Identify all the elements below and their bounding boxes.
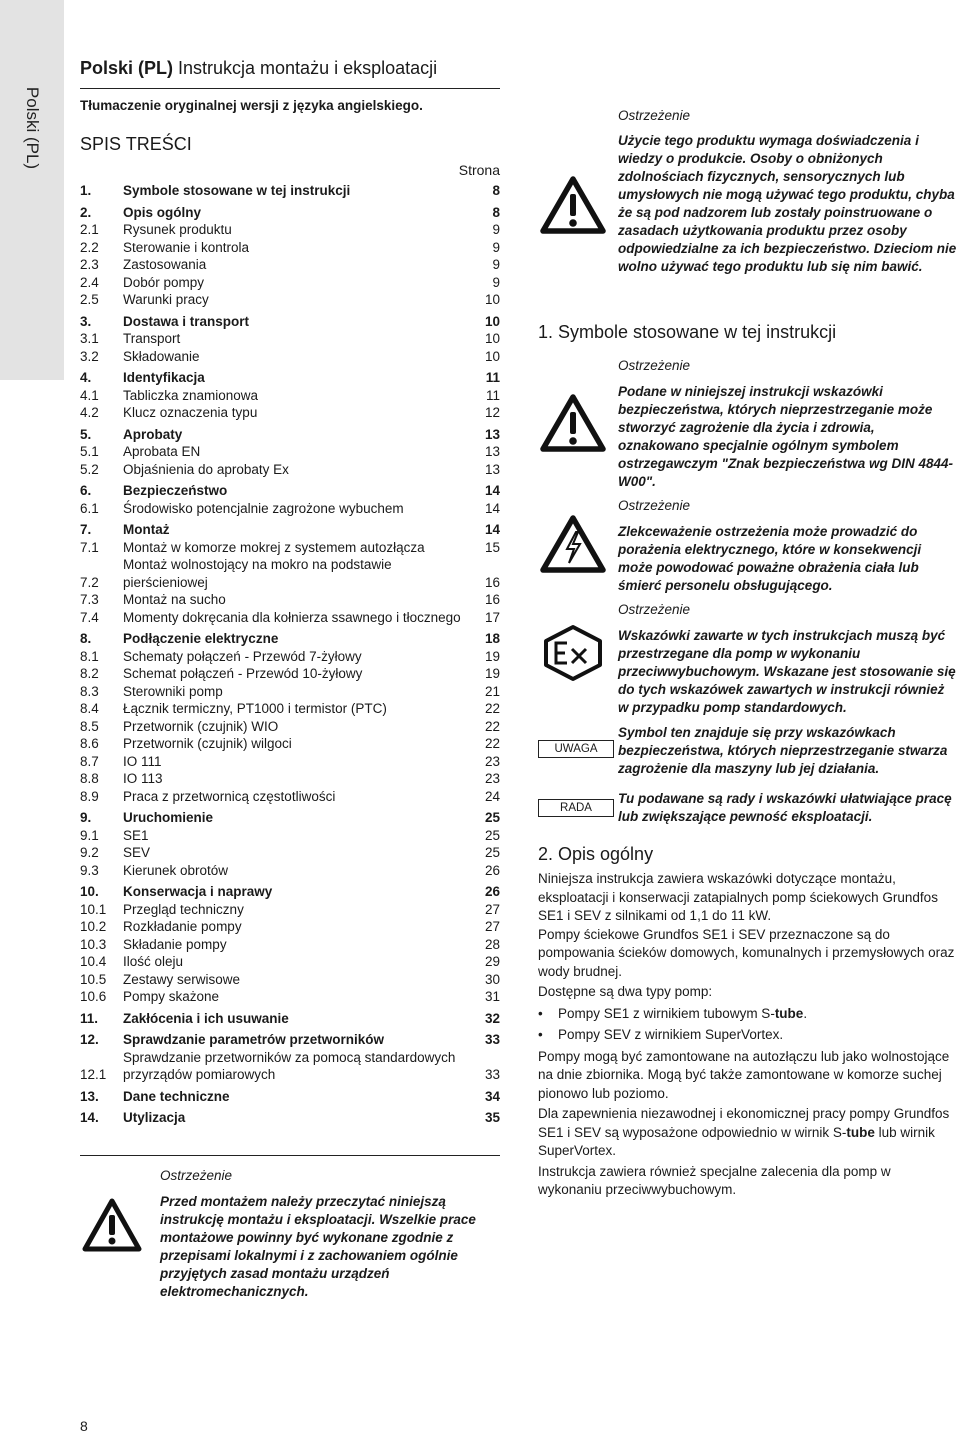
toc-entry-number: 2.3 [80, 257, 99, 272]
toc-entry [80, 901, 500, 919]
language-side-tab [0, 0, 64, 380]
toc-entry-number: 2. [80, 204, 92, 220]
toc-entry-page: 13 [484, 426, 500, 442]
rada-text: Tu podawane są rady i wskazówki ułatwiające pracę lub zwiększające pewność eksploatacji. [618, 791, 952, 824]
toc-entry-title: Utylizacja [123, 1110, 186, 1125]
toc-entry [80, 426, 500, 444]
toc-entry-title: Praca z przetwornicą częstotliwości [123, 788, 336, 804]
toc-entry [80, 556, 500, 591]
toc-entry [80, 182, 500, 200]
toc-entry-number: 3.1 [80, 331, 99, 346]
toc-entry [80, 591, 500, 609]
toc-entry-page: 25 [484, 810, 500, 825]
paragraph-text: lub wirnik SuperVortex. [538, 1124, 935, 1158]
toc-entry-page: 33 [484, 1067, 500, 1082]
toc-entry-page: 21 [484, 683, 500, 699]
paragraph [538, 1105, 958, 1161]
toc-entry-title: Bezpieczeństwo [123, 483, 228, 498]
toc-entry [80, 971, 500, 989]
toc-entry-title: Identyfikacja [123, 370, 205, 385]
toc-entry-page: 14 [484, 500, 500, 516]
toc-entry-title: Rysunek produktu [123, 222, 232, 237]
toc-entry-page: 12 [484, 405, 500, 420]
toc-entry-page: 10 [484, 348, 500, 364]
toc-entry [80, 609, 500, 627]
toc-entry-page: 25 [484, 827, 500, 843]
toc-entry-number: 1. [80, 183, 92, 198]
toc-entry-number: 7.3 [80, 592, 99, 607]
toc-entry-number: 7.4 [80, 609, 99, 625]
toc-entry-number: 5.2 [80, 461, 99, 477]
toc-entry-number: 8.2 [80, 666, 99, 681]
toc-entry-title: IO 113 [123, 771, 163, 786]
toc-entry-number: 10.2 [80, 919, 107, 934]
warning-text: Podane w niniejszej instrukcji wskazówki bezpieczeństwa, których nieprzestrzeganie może stworzyć zagrożenie dla życia i zdrowia, oznakowano specjalnie ogólnym symbolem ostrzegawczym "Znak bezpieczeństwa wg DIN 4844-W00". [618, 384, 954, 489]
toc-entry-number: 4.2 [80, 405, 99, 420]
toc-entry-page: 9 [492, 239, 500, 255]
toc-entry-title: Zestawy serwisowe [123, 971, 241, 987]
section-heading-symbols: 1. Symbole stosowane w tej instrukcji [538, 322, 837, 342]
paragraph-text: Dla zapewnienia niezawodnej i ekonomicznej pracy pompy Grundfos SE1 i SEV są wyposażone odpowiednio w wirnik S- [538, 1106, 950, 1140]
toc-entry-number: 12.1 [80, 1067, 107, 1082]
toc-entry-title: Montaż wolnostojący na mokro na podstawie pierścieniowej [123, 557, 392, 590]
warning-label: Ostrzeżenie [618, 358, 691, 373]
toc-entry-page: 10 [484, 331, 500, 346]
toc-entry-number: 8.1 [80, 648, 99, 664]
toc-entry-number: 14. [80, 1110, 99, 1125]
toc-entry-title: SEV [123, 845, 151, 860]
ex-explosion-proof-icon [540, 624, 606, 682]
toc-entry-page: 33 [484, 1032, 500, 1047]
toc-entry-title: Sterowanie i kontrola [123, 239, 250, 255]
toc-entry-title: Schematy połączeń - Przewód 7-żyłowy [123, 648, 362, 664]
toc-entry [80, 918, 500, 936]
toc-entry-title: Tabliczka znamionowa [123, 387, 259, 403]
toc-entry [80, 809, 500, 827]
paragraph: Dostępne są dwa typy pomp: [538, 984, 713, 999]
toc-entry-number: 10.3 [80, 936, 107, 952]
warning-ex [618, 602, 958, 717]
warning-text: Przed montażem należy przeczytać niniejszą instrukcję montażu i eksploatacji. Wszelkie prace montażowe powinny być wykonane zgodnie z przepisami lokalnymi i z zachowaniem ogólnie przyjętych zasad montażu urządzeń elektromechanicznych. [160, 1194, 476, 1299]
toc-entry [80, 1010, 500, 1028]
toc-entry-title: Dane techniczne [123, 1088, 230, 1104]
toc-entry [80, 936, 500, 954]
toc-entry-number: 9.2 [80, 845, 99, 860]
toc-entry-title: Ilość oleju [123, 954, 184, 969]
toc-entry [80, 700, 500, 718]
paragraph-emphasis: tube [846, 1124, 875, 1140]
toc-entry [80, 630, 500, 648]
toc-entry-title: Środowisko potencjalnie zagrożone wybuchem [123, 500, 404, 516]
toc-entry [80, 953, 500, 971]
toc-entry-page: 14 [484, 522, 500, 537]
toc-entry-number: 10.1 [80, 901, 107, 917]
page-title-language: Polski (PL) [80, 58, 174, 78]
toc-entry-page: 35 [484, 1110, 500, 1125]
warning-label: Ostrzeżenie [618, 602, 691, 617]
toc-entry-number: 2.5 [80, 292, 99, 307]
toc-entry-number: 7.2 [80, 574, 99, 590]
warning-general [618, 358, 958, 491]
toc-page-column-label: Strona [458, 162, 500, 178]
toc-entry-number: 8. [80, 631, 92, 646]
side-tab-label: Polski (PL) [23, 86, 42, 170]
toc-entry [80, 883, 500, 901]
paragraph: Pompy ściekowe Grundfos SE1 i SEV przeznaczone są do pompowania ścieków domowych, komunalnych i przemysłowych oraz wody brudnej. [538, 926, 955, 979]
toc-entry-number: 8.4 [80, 701, 99, 716]
toc-entry [80, 521, 500, 539]
toc-entry-page: 19 [484, 648, 500, 664]
toc-entry-page: 18 [484, 631, 500, 646]
toc-entry [80, 274, 500, 292]
warning-triangle-icon [540, 394, 606, 452]
toc-entry-page: 10 [484, 313, 500, 329]
toc-entry-title: Montaż w komorze mokrej z systemem autozłącza [123, 539, 425, 555]
list-item-text: . [803, 1005, 808, 1021]
toc-entry-number: 9.3 [80, 862, 99, 878]
toc-entry-title: Przegląd techniczny [123, 901, 244, 917]
toc-entry [80, 500, 500, 518]
list-item [538, 1005, 958, 1024]
warning-text: Zlekceważenie ostrzeżenia może prowadzić do porażenia elektrycznego, które w konsekwencji może powodować poważne obrażenia ciała lub śmierć personelu obsługującego. [618, 524, 922, 593]
toc-entry-page: 16 [484, 592, 500, 607]
bullet-icon: • [538, 1005, 543, 1021]
toc-entry [80, 788, 500, 806]
toc-entry-page: 23 [484, 753, 500, 769]
toc-entry-title: Uruchomienie [123, 810, 214, 825]
toc-entry [80, 1049, 500, 1084]
toc-entry-title: Składanie pompy [123, 936, 227, 952]
toc-entry-page: 30 [484, 971, 500, 987]
toc-entry-page: 13 [484, 444, 500, 459]
toc-entry-title: Objaśnienia do aprobaty Ex [123, 461, 289, 477]
toc-entry [80, 482, 500, 500]
toc-entry [80, 648, 500, 666]
toc-entry-page: 8 [492, 204, 500, 220]
toc-entry-number: 7. [80, 522, 92, 537]
toc-entry-page: 22 [484, 718, 500, 734]
toc-entry-number: 3.2 [80, 348, 99, 364]
toc-entry-title: Dobór pompy [123, 274, 205, 290]
toc-entry [80, 291, 500, 309]
toc-entry-number: 8.6 [80, 736, 99, 751]
toc-entry [80, 387, 500, 405]
toc-entry-page: 32 [484, 1010, 500, 1026]
toc-entry [80, 404, 500, 422]
toc-entry-title: Pompy skażone [123, 989, 220, 1004]
toc-entry [80, 369, 500, 387]
toc-entry-number: 4. [80, 370, 92, 385]
warning-text: Użycie tego produktu wymaga doświadczenia i wiedzy o produkcie. Osoby o obniżonych zdolnościach fizycznych, sensorycznych lub umysłowych nie mogą używać tego produktu, chyba że są pod nadzorem lub zostały poinstruowane o zasadach użytkowania produktu przez osoby odpowiedzialne za ich bezpieczeństwo. Dzieciom nie wolno używać tego produktu lub się nim bawić. [618, 133, 957, 274]
toc-entry-number: 2.4 [80, 274, 99, 290]
toc-entry-number: 3. [80, 313, 92, 329]
toc-entry-number: 10.5 [80, 971, 107, 987]
warning-label: Ostrzeżenie [618, 498, 691, 513]
toc-entry [80, 665, 500, 683]
warning-label: Ostrzeżenie [618, 108, 691, 123]
toc-entry-number: 6.1 [80, 500, 99, 516]
toc-entry [80, 204, 500, 222]
toc-entry-page: 28 [484, 936, 500, 952]
toc-divider [80, 1155, 500, 1156]
uwaga-text: Symbol ten znajduje się przy wskazówkach bezpieczeństwa, których nieprzestrzeganie stwarza zagrożenie dla maszyny lub jej działania. [618, 725, 948, 776]
toc-entry-title: Łącznik termiczny, PT1000 i termistor (PTC) [123, 701, 387, 716]
toc-entry-number: 5.1 [80, 444, 99, 459]
toc-entry-title: Zastosowania [123, 257, 207, 272]
page-title [80, 58, 437, 79]
list-item-text: Pompy SEV z wirnikiem SuperVortex. [558, 1027, 784, 1042]
warning-text: Wskazówki zawarte w tych instrukcjach muszą być przestrzegane dla pomp w wykonaniu przeciwwybuchowym. Wskazane jest stosowanie się do tych wskazówek zawartych w instrukcji również w przypadku pomp standardowych. [618, 628, 956, 715]
toc-entry-title: Warunki pracy [123, 292, 209, 307]
toc-entry [80, 1109, 500, 1127]
toc-entry-number: 10.4 [80, 954, 107, 969]
toc-entry [80, 718, 500, 736]
toc-entry-title: Sprawdzanie parametrów przetworników [123, 1032, 385, 1047]
toc-entry-title: Konserwacja i naprawy [123, 884, 273, 899]
toc-entry [80, 827, 500, 845]
paragraph: Niniejsza instrukcja zawiera wskazówki dotyczące montażu, eksploatacji i konserwacji zatapialnych pomp ściekowych Grundfos SE1 i SEV z silnikami od 1,1 do 11 kW. [538, 871, 938, 923]
toc-entry-title: Przetwornik (czujnik) WIO [123, 718, 279, 734]
toc-entry-title: Przetwornik (czujnik) wilgoci [123, 736, 292, 751]
toc-entry-number: 11. [80, 1010, 99, 1026]
toc-entry [80, 221, 500, 239]
toc-entry-page: 27 [484, 901, 500, 917]
electric-hazard-icon [540, 515, 606, 573]
toc-entry [80, 330, 500, 348]
toc-entry-page: 9 [492, 274, 500, 290]
toc-entry-page: 15 [484, 539, 500, 555]
toc-entry-page: 14 [484, 483, 500, 498]
toc-entry-title: Klucz oznaczenia typu [123, 405, 258, 420]
toc-entry-title: Składowanie [123, 348, 200, 364]
toc-entry [80, 348, 500, 366]
toc-entry [80, 844, 500, 862]
toc-entry-page: 11 [485, 387, 500, 403]
toc-entry-title: Transport [123, 331, 181, 346]
toc-entry-title: Kierunek obrotów [123, 862, 229, 878]
toc-entry [80, 1088, 500, 1106]
toc-entry-page: 26 [484, 862, 500, 878]
toc-entry [80, 683, 500, 701]
toc-entry-number: 8.5 [80, 718, 99, 734]
translation-note: Tłumaczenie oryginalnej wersji z języka angielskiego. [80, 98, 423, 113]
toc-entry-page: 11 [485, 370, 500, 385]
toc-entry-title: Momenty dokręcania dla kołnierza ssawnego i tłocznego [123, 609, 461, 625]
uwaga-box: UWAGA [538, 740, 614, 758]
toc-entry-title: Montaż na sucho [123, 592, 226, 607]
toc-entry-page: 9 [492, 257, 500, 272]
toc-entry-number: 7.1 [80, 539, 99, 555]
toc-entry [80, 862, 500, 880]
toc-entry-title: Dostawa i transport [123, 313, 250, 329]
toc-entry-number: 13. [80, 1088, 99, 1104]
toc-entry-number: 8.9 [80, 788, 99, 804]
toc-entry-title: Aprobaty [123, 426, 183, 442]
warning-label: Ostrzeżenie [160, 1168, 233, 1183]
rada-box: RADA [538, 799, 614, 817]
page-title-text: Instrukcja montażu i eksploatacji [173, 58, 438, 78]
toc-entry [80, 239, 500, 257]
toc-entry-title: Montaż [123, 522, 170, 537]
toc-entry-number: 5. [80, 426, 92, 442]
toc-entry-title: Schemat połączeń - Przewód 10-żyłowy [123, 666, 363, 681]
toc-entry [80, 735, 500, 753]
warning-usage [618, 108, 958, 276]
toc-entry-title: Podłączenie elektryczne [123, 631, 279, 646]
warning-triangle-icon [82, 1198, 142, 1252]
toc-entry [80, 443, 500, 461]
list-item [538, 1026, 958, 1045]
toc-entry-number: 2.2 [80, 239, 99, 255]
toc-entry [80, 461, 500, 479]
toc-entry-number: 6. [80, 483, 92, 498]
paragraph: Instrukcja zawiera również specjalne zalecenia dla pomp w wykonaniu przeciwwybuchowym. [538, 1163, 891, 1197]
toc-entry [80, 753, 500, 771]
toc-entry-page: 13 [484, 461, 500, 477]
toc-entry-number: 8.8 [80, 771, 99, 786]
toc-entry-title: SE1 [123, 827, 149, 843]
toc-entry-page: 29 [484, 954, 500, 969]
section-heading-general: 2. Opis ogólny [538, 844, 654, 864]
toc-entry-page: 9 [492, 222, 500, 237]
toc-entry-number: 4.1 [80, 387, 99, 403]
toc-entry-number: 9. [80, 810, 92, 825]
toc-entry-page: 31 [484, 989, 500, 1004]
toc-entry-page: 19 [484, 666, 500, 681]
toc-entry-title: IO 111 [123, 753, 162, 769]
list-item-text: Pompy SE1 z wirnikiem tubowym S- [558, 1005, 775, 1021]
toc-entry [80, 256, 500, 274]
toc-entry [80, 770, 500, 788]
page-number: 8 [80, 1418, 88, 1434]
toc-entry-title: Zakłócenia i ich usuwanie [123, 1010, 289, 1026]
warning-installation [160, 1168, 500, 1301]
toc-entry-page: 22 [484, 736, 500, 751]
title-divider [80, 88, 500, 89]
toc-entry-page: 22 [484, 701, 500, 716]
toc-entry-number: 10. [80, 884, 99, 899]
toc-entry-number: 10.6 [80, 989, 107, 1004]
toc-entry-number: 9.1 [80, 827, 99, 843]
toc-entry-page: 26 [484, 884, 500, 899]
toc-heading: SPIS TREŚCI [80, 134, 192, 154]
table-of-contents [80, 182, 500, 1127]
toc-entry-page: 34 [484, 1088, 500, 1104]
toc-entry-number: 8.7 [80, 753, 99, 769]
toc-entry-page: 17 [484, 609, 500, 625]
toc-entry [80, 313, 500, 331]
toc-entry-title: Symbole stosowane w tej instrukcji [123, 183, 351, 198]
section-general-body [538, 870, 958, 1200]
toc-entry-title: Rozkładanie pompy [123, 919, 242, 934]
warning-triangle-icon [540, 176, 606, 234]
bullet-icon: • [538, 1027, 543, 1042]
toc-entry-number: 8.3 [80, 683, 99, 699]
toc-entry-title: Sterowniki pomp [123, 683, 223, 699]
toc-entry-page: 25 [484, 845, 500, 860]
toc-entry [80, 1031, 500, 1049]
toc-entry-page: 24 [484, 788, 500, 804]
toc-entry-title: Opis ogólny [123, 204, 202, 220]
toc-entry-page: 10 [484, 292, 500, 307]
warning-electric [618, 498, 958, 595]
toc-entry [80, 539, 500, 557]
toc-entry-title: Sprawdzanie przetworników za pomocą standardowych przyrządów pomiarowych [123, 1049, 456, 1082]
toc-entry-page: 16 [484, 574, 500, 590]
toc-entry-number: 2.1 [80, 222, 99, 237]
toc-entry-page: 8 [492, 183, 500, 198]
toc-entry-title: Aprobata EN [123, 444, 201, 459]
list-item-emphasis: tube [774, 1005, 804, 1021]
toc-entry [80, 988, 500, 1006]
paragraph: Pompy mogą być zamontowane na autozłączu lub jako wolnostojące na dnie zbiornika. Mogą być także zamontowane w komorze suchej pionowo lub poziomo. [538, 1048, 950, 1101]
toc-entry-page: 27 [484, 919, 500, 934]
toc-entry-number: 12. [80, 1032, 99, 1047]
toc-entry-page: 23 [484, 771, 500, 786]
